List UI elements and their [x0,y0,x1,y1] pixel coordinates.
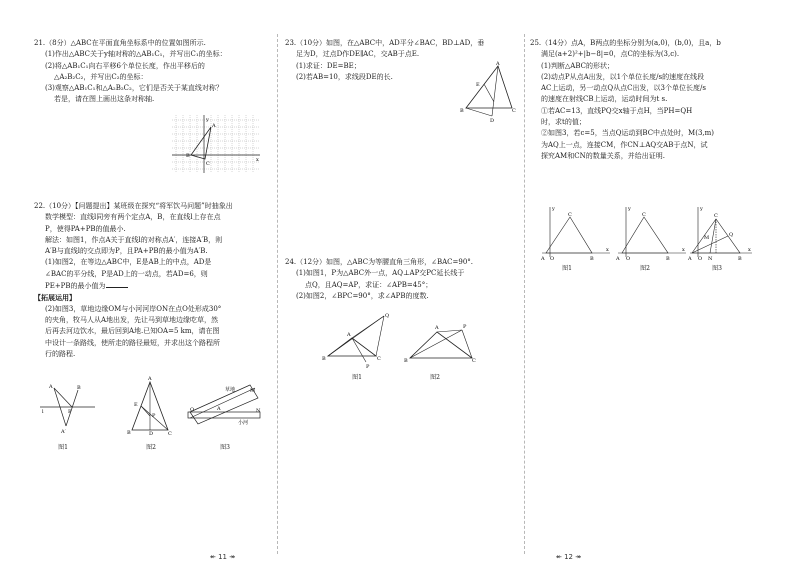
q25-line5: AC上运动，另一动点Q从点C出发，以3个单位长度/s [541,84,706,93]
svg-text:A: A [688,256,692,262]
svg-text:A: A [49,384,53,390]
q22-fig1-caption: 图1 [58,444,68,451]
q23-triangle-figure [458,61,518,124]
q22-line12: 中设计一条路线，使所走的路径最短，并求出这个路程所 [45,338,220,347]
svg-text:B: B [186,153,190,159]
q21-stem: 21.（8分）△ABC在平面直角坐标系中的位置如图所示. [34,39,206,47]
q25-line6: 的速度在射线CB上运动，运动时间为t s. [541,95,668,104]
q25-line9: ②如图3，若c=5，当点Q运动到BC中点处时，M(3,m) [541,129,715,138]
q21-part2a: (2)将△AB₁C₁向右平移6个单位长度，作出平移后的 [45,61,205,70]
q22-figures [40,376,265,437]
svg-text:y: y [700,206,703,212]
svg-text:C: C [714,213,718,219]
svg-text:x: x [606,247,609,253]
q25-fig2-caption: 图2 [640,265,650,272]
svg-text:C: C [642,212,646,218]
svg-text:B: B [590,256,594,262]
q25-line4: (2)动点P从点A出发，以1个单位长度/s的速度在线段 [541,72,705,81]
svg-text:B: B [77,385,81,391]
svg-text:A: A [541,256,545,262]
q24-line3: 点Q，且AQ=AP，求证：∠APB=45°； [305,280,433,289]
column-divider-2 [524,34,525,554]
q24-fig2-caption: 图2 [430,374,440,381]
q23-line2: 足为D，过点D作DE∥AC，交AB于点E. [296,50,420,59]
svg-text:P: P [366,364,370,370]
svg-text:Q: Q [385,313,390,319]
svg-text:P: P [68,409,72,415]
q25-line7: ①若AC=13，直线PQ交x轴于点H，当PH=QH [541,106,693,115]
q24-fig1-caption: 图1 [352,374,362,381]
svg-text:A: A [347,332,351,338]
svg-text:x: x [748,247,751,253]
answer-blank[interactable] [106,280,128,288]
svg-text:C: C [472,358,476,364]
q24-line2: (1)如图1，P为△ABC外一点，AQ⊥AP交PC延长线于 [296,269,465,278]
svg-text:B: B [666,256,670,262]
q22-fig3-caption: 图3 [220,444,230,451]
q22-line4: 解法：如图1，作点A关于直线l的对称点A′，连接A′B，则 [45,235,223,244]
svg-text:O: O [698,256,703,262]
svg-text:l: l [42,409,44,415]
svg-text:B: B [127,430,131,436]
q25-line2: 满足(a+2)²+|b−8|=0，点C的坐标为(3,c). [541,50,680,59]
svg-text:P: P [152,413,156,419]
q21-part3b: 若是，请在图上画出这条对称轴. [54,95,155,104]
q24-line1: 24.（12分）如图，△ABC为等腰直角三角形，∠BAC=90°. [285,258,474,266]
svg-text:E: E [134,402,138,408]
svg-text:x: x [256,157,259,163]
page-number-left: ↞ 11 ↠ [210,553,236,561]
q22-line6: (1)如图2，在等边△ABC中，E是AB上的中点，AD是 [45,258,212,267]
svg-text:N: N [708,256,713,262]
left-column [34,38,276,108]
svg-text:A: A [148,376,152,382]
svg-text:y: y [628,206,631,212]
q25-line1: 25.（14分）点A，B两点的坐标分别为(a,0)，(b,0)，且a，b [530,39,721,47]
svg-text:E: E [476,82,480,88]
q23-part1: (1)求证：DE=BE； [296,61,361,70]
q22-line10: 的夹角，牧马人从A地出发，先让马到草地边缘吃草，然 [45,315,219,324]
svg-text:C: C [206,161,210,167]
svg-text:C: C [512,108,516,114]
q21-part3a: (3)观察△AB₁C₁和△A₂B₂C₂，它们是否关于某直线对称？ [45,84,223,93]
svg-text:M: M [250,388,256,394]
svg-text:A: A [435,325,439,331]
svg-text:B: B [404,358,408,364]
svg-text:P: P [463,324,467,330]
q22-line7: ∠BAC的平分线，P是AD上的一动点，若AD=6，则 [45,269,208,278]
q23-part2: (2)若AB=10，求线段DE的长. [296,72,393,81]
svg-text:O: O [550,256,555,262]
page-number-right: ↞ 12 ↠ [556,553,582,561]
svg-text:M: M [704,235,710,241]
svg-text:Q: Q [729,232,734,238]
svg-text:O: O [190,407,195,413]
q25-line3: (1)判断△ABC的形状； [541,61,614,70]
svg-text:y: y [552,206,555,212]
svg-text:D: D [149,431,154,437]
q22-line2: 数学模型：直线l同旁有两个定点A，B，在直线l上存在点 [45,213,221,222]
q22-line1: 22.（10分）【问题提出】某班级在探究“将军饮马问题”时抽象出 [34,202,233,210]
question-22 [34,201,276,360]
svg-text:A: A [217,406,221,412]
svg-text:A′: A′ [61,429,66,435]
q21-part2b: △A₂B₂C₂，并写出C₂的坐标： [54,72,148,81]
q22-line3: P，使得PA+PB的值最小. [45,224,126,233]
svg-text:B: B [738,256,742,262]
q25-line11: 探究AM和CN的数量关系，并给出证明. [541,151,665,160]
svg-text:O: O [626,256,631,262]
svg-text:A: A [496,61,500,67]
question-24 [285,257,520,302]
svg-text:C: C [568,212,572,218]
grass-label: 草地 [225,387,236,393]
svg-text:B: B [460,108,464,114]
q22-line11: 后再去河边饮水，最后回到A地.已知OA=5 km，请在图 [45,327,220,336]
q22-line9: (2)如图3，草地边缘OM与小河河岸ON在点O处形成30° [45,304,222,313]
svg-text:C: C [377,356,381,362]
q23-line1: 23.（10分）如图，在△ABC中，AD平分∠BAC，BD⊥AD，垂 [285,39,485,47]
q24-figures [322,312,512,370]
q24-line4: (2)如图2，∠BPC=90°，求∠APB的度数. [296,291,429,300]
q22-line5: A′B与直线l的交点即为P，且PA+PB的最小值为A′B. [45,247,208,256]
svg-text:N: N [256,408,261,414]
q22-fig2-caption: 图2 [146,444,156,451]
river-label: 小河 [238,420,249,426]
q22-line13: 行的路程. [45,349,76,358]
question-21 [34,38,276,106]
q22-line8-text: PE+PB的最小值为 [45,282,106,291]
q25-line8: 时，求t的值； [541,118,586,127]
svg-text:y: y [206,117,209,123]
svg-text:x: x [682,247,685,253]
q22-extension-heading: 【拓展运用】 [34,293,76,303]
q25-line10: 为AQ上一点，连接CM，作CN⊥AQ交AB于点N，试 [541,140,708,149]
q25-fig1-caption: 图1 [562,265,572,272]
q21-grid-figure [172,115,262,175]
svg-text:A: A [616,256,620,262]
q25-coordinate-figures [540,205,755,265]
svg-text:B: B [322,356,326,362]
q21-part1: (1)作出△ABC关于y轴对称的△AB₁C₁，并写出C₁的坐标： [45,50,227,59]
column-divider [277,34,278,554]
svg-text:A: A [212,123,216,129]
q22-line8 [34,280,276,292]
q25-fig3-caption: 图3 [712,265,722,272]
svg-text:C: C [168,431,172,437]
question-25 [530,38,768,162]
svg-text:D: D [490,118,495,124]
